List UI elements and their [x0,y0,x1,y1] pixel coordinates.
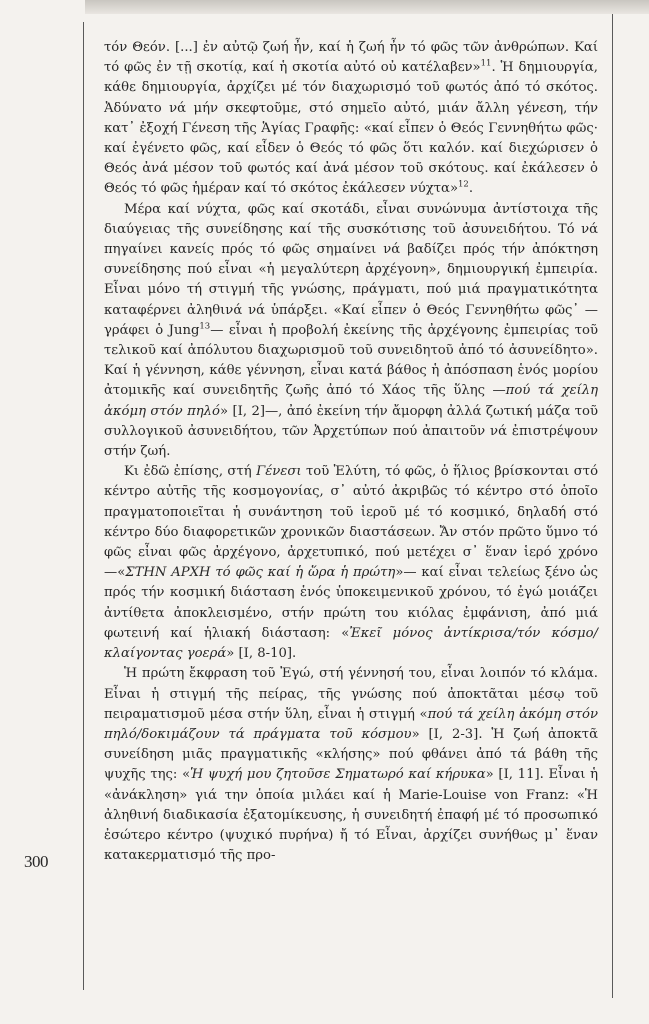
text-run: . [468,181,474,197]
text-run: Ἡ πρώτη ἔκφραση τοῦ Ἐγώ, στή γέννησή του, εἶναι λοιπόν τό κλάμα. Εἶναι ἡ στιγμή τῆς πείρας, τῆς γνώσης πού ἀποκτᾶται μέσῳ τοῦ πειραματισμοῦ μέσα στήν ὕλη, εἶναι ἡ στιγμή « [104,666,598,722]
body-text [104,38,598,866]
italic-quote: Ἐκεῖ μόνος ἀντίκρισα/τόν κόσμο/κλαίγοντας γοερά [104,625,598,662]
text-run: τοῦ Ἐλύτη, τό φῶς, ὁ ἥλιος βρίσκονται στό κέντρο αὐτῆς τῆς κοσμογονίας, σ᾽ αὐτό ἀκριβῶς τό κέντρο στό ὁποῖο πραγματοποιεῖται ἡ συνάντηση τοῦ ἱεροῦ μέ τό κοσμικό, δηλαδή στό κέντρο δύο διαφορετικῶν χρονικῶν διαστάσεων. Ἄν στόν πρῶτο ὕμνο τό φῶς εἶναι φῶς ἀρχέγονο, ἀρχετυπικό, πού μετέχει σ᾽ ἕναν ἱερό χρόνο —« [104,464,599,581]
italic-quote: Γένεσι [256,464,302,480]
footnote-marker: 13 [199,321,211,332]
italic-quote: πού τά χείλη ἀκόμη στόν πηλό/δοκιμάζουν τά πράγματα τοῦ κόσμου [104,706,598,742]
top-scan-band [85,0,649,14]
paragraph [104,200,598,463]
text-run: τόν Θεόν. [...] ἐν αὐτῷ ζωή ἦν, καί ἡ ζωή ἦν τό φῶς τῶν ἀνθρώπων. Καί τό φῶς ἐν τῇ σκοτίᾳ, καί ἡ σκοτία αὐτό οὐ κατέλαβεν» [104,40,598,76]
text-run: Κι ἐδῶ ἐπίσης, στή [124,464,257,480]
paragraph [104,38,598,200]
left-margin-rule [83,22,84,990]
italic-quote: Ἡ ψυχή μου ζητοῦσε Σηματωρό καί κήρυκα [190,767,486,783]
paragraph [104,664,598,866]
text-run: » [Ι, 2-3]. Ἡ ζωή ἀποκτᾶ συνείδηση μιᾶς πραγματικῆς «κλήσης» πού φθάνει ἀπό τά βάθη τῆς ψυχῆς της: « [104,726,598,783]
text-run: »— καί εἶναι τελείως ξένο ὡς πρός τήν κοσμική διάσταση ἑνός ὑποκειμενικοῦ χρόνου, τό ἐγώ μοιάζει ἀντίθετα ἀποκλεισμένο, στήν πρώτη του κιόλας ἐμφάνιση, ἀπό μιά φωτεινή καί ἡλιακή διάσταση: « [104,565,598,641]
paragraph [104,462,598,664]
text-run: . Ἡ δημιουργία, κάθε δημιουργία, ἀρχίζει μέ τόν διαχωρισμό τοῦ φωτός ἀπό τό σκότος. Ἀδύνατο νά μήν σκεφτοῦμε, στό σημεῖο αὐτό, μιάν ἄλλη γένεση, τήν κατ᾽ ἐξοχή Γένεση τῆς Ἁγίας Γραφῆς: «καί εἶπεν ὁ Θεός Γεννηθήτω φῶς· καί ἐγένετο φῶς, καί εἶδεν ὁ Θεός τό φῶς ὅτι καλόν. καί διεχώρισεν ὁ Θεός ἀνά μέσον τοῦ φωτός καί ἀνά μέσον τοῦ σκότους. καί ἐκάλεσεν ὁ Θεός τό φῶς ἡμέραν καί τό σκότος ἐκάλεσεν νύχτα» [104,60,598,197]
footnote-marker: 12 [458,180,469,191]
page-number: 300 [24,852,48,871]
text-run: Μέρα καί νύχτα, φῶς καί σκοτάδι, εἶναι συνώνυμα ἀντίστοιχα τῆς διαύγειας τῆς συνείδησης καί τῆς συσκότισης τοῦ ἀσυνειδήτου. Τό νά πηγαίνει κανείς πρός τό φῶς σημαίνει νά βαδίζει πρός τήν ἀπόκτηση συνείδησης πού εἶναι «ἡ μεγαλύτερη ἀρχέγονη», δημιουργική ἐμπειρία. Εἶναι μόνο τή στιγμή τῆς γνώσης, πράγματι, πού μιά πραγματικότητα καταφέρνει ἀληθινά νά ὑπάρξει. «Καί εἶπεν ὁ Θεός Γεννηθήτω φῶς᾽ —γράφει ὁ Jung [104,201,598,338]
italic-quote: πού τά χείλη ἀκόμη στόν πηλό [104,383,598,419]
text-run: » [Ι, 2]—, ἀπό ἐκείνη τήν ἄμορφη ἀλλά ζωτική μάζα τοῦ συλλογικοῦ ἀσυνειδήτου, τῶν Ἀρχετύπων πού ἀπαιτοῦν νά ἐπιστρέψουν στήν ζωή. [104,403,598,460]
text-run: » [Ι, 11]. Εἶναι ἡ «ἀνάκληση» γιά την ὁποία μιλάει καί ἡ Marie-Louise von Franz: «Ἡ ἀληθινή διαδικασία ἐξατομίκευσης, ἡ συνειδητή ἐπαφή μέ τό προσωπικό ἐσώτερο κέντρο (ψυχικό πυρήνα) ἤ τό Εἶναι, ἀρχίζει συνήθως μ᾽ ἕναν κατακερματισμό τῆς προ- [104,767,598,864]
footnote-marker: 11 [480,58,492,69]
italic-quote: ΣΤΗΝ ΑΡΧΗ τό φῶς καί ἡ ὥρα ἡ πρώτη [125,565,396,581]
text-run: » [Ι, 8-10]. [226,646,297,662]
right-margin-rule [612,14,613,998]
text-run: — εἶναι ἡ προβολή ἐκείνης τῆς ἀρχέγονης ἐμπειρίας τοῦ τελικοῦ καί ἀπόλυτου διαχωρισμοῦ τοῦ συνειδητοῦ ἀπό τό ἀσυνείδητο». Καί ἡ γέννηση, κάθε γέννηση, εἶναι κατά βάθος ἡ ἀπόσπαση ἑνός μορίου ἀτομικῆς καί συνειδητῆς ζωῆς ἀπό τό Χάος τῆς ὕλης — [104,322,598,399]
